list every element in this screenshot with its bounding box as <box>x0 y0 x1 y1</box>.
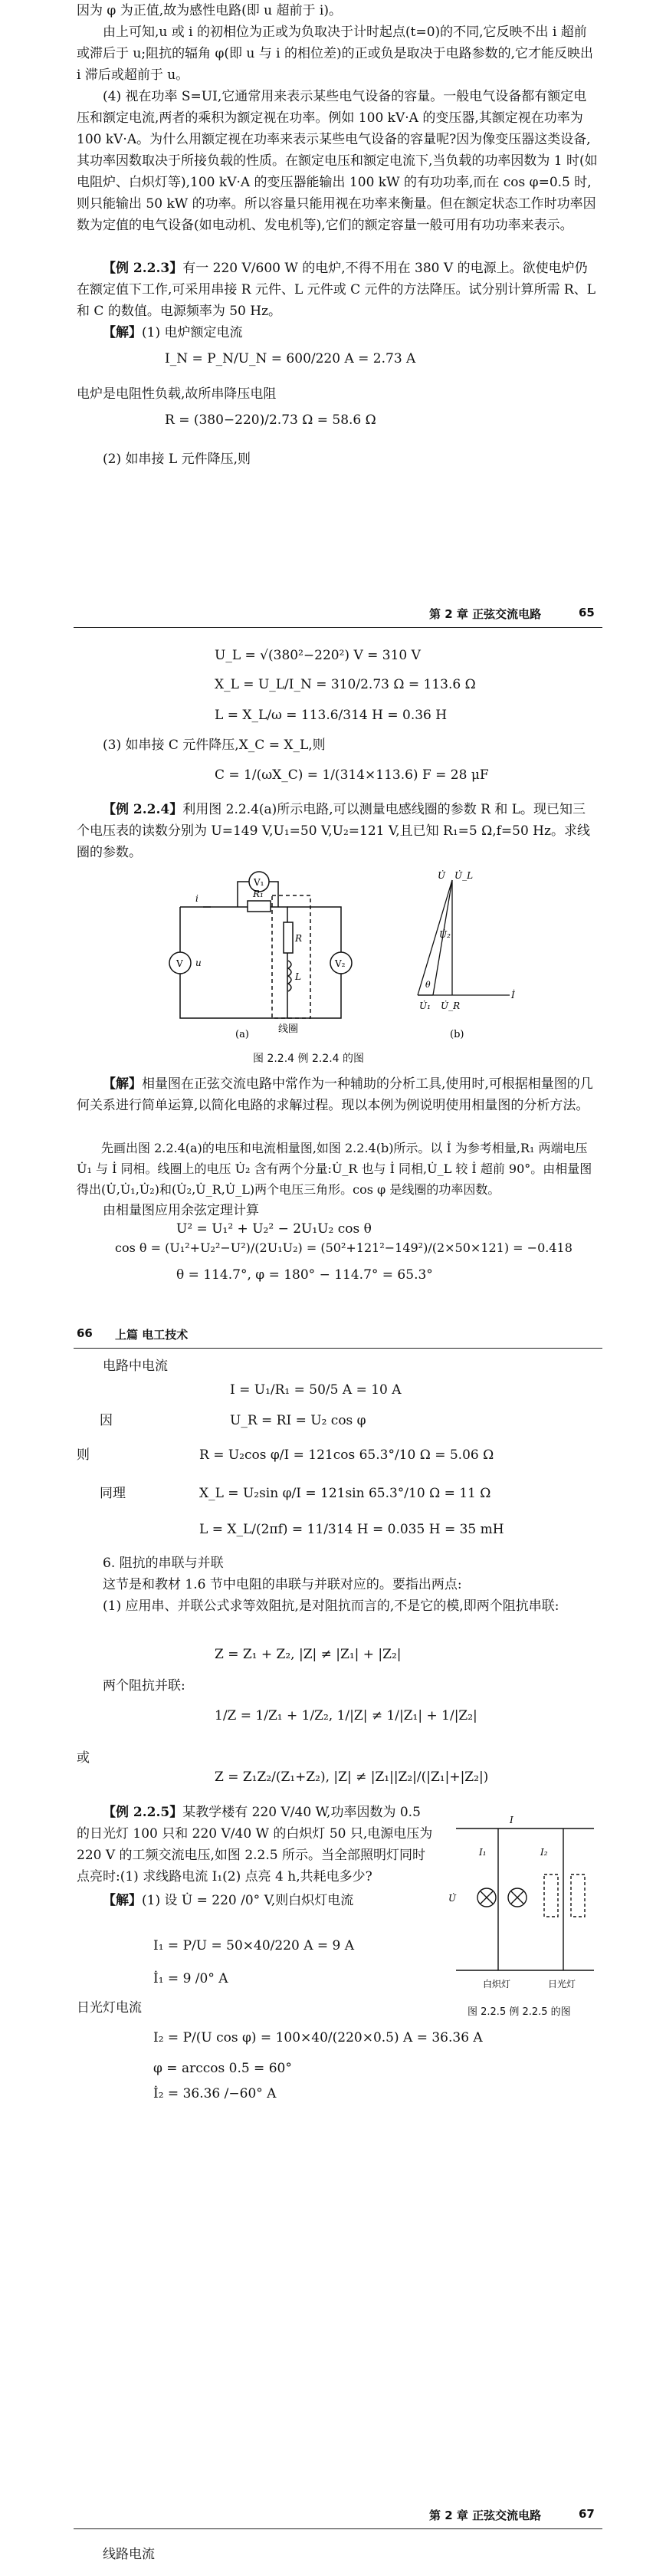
label-v2: V₂ <box>335 958 346 969</box>
para-phase: 由上可知,u 或 i 的初相位为正或为负取决于计时起点(t=0)的不同,它反映不出 i 超前或滞后于 u;阻抗的辐角 φ(即 u 与 i 的相位差)的正或负是取决于电路参数的,它才能反映出 i 滞后或超前于 u。 <box>77 25 594 83</box>
solution-step-2: (2) 如串接 L 元件降压,则 <box>103 452 251 467</box>
label-uldot: U̇_L <box>454 870 474 881</box>
page-number: 67 <box>579 2507 595 2521</box>
label-i: i <box>195 893 198 904</box>
equation-i1: I₁ = P/U = 50×40/220 A = 9 A <box>153 1938 355 1953</box>
solution-line <box>77 322 598 343</box>
line-circuit-current: 电路中电流 <box>103 1359 168 1374</box>
equation-i: I = U₁/R₁ = 50/5 A = 10 A <box>230 1382 402 1398</box>
label-l: L <box>295 971 301 982</box>
figure-caption: 图 2.2.4 例 2.2.4 的图 <box>253 1053 365 1065</box>
line-fluorescent-current: 日光灯电流 <box>77 2000 142 2016</box>
header-rule <box>74 1348 602 1349</box>
equation-cos-theta: cos θ = (U₁²+U₂²−U²)/(2U₁U₂) = (50²+121²−149²)/(2×50×121) = −0.418 <box>115 1240 572 1255</box>
equation-i1-phasor: İ₁ = 9 /0° A <box>153 1971 228 1986</box>
example-2-2-3 <box>77 258 598 322</box>
label-u2dot: U̇₂ <box>439 929 451 940</box>
incandescent-lamps <box>477 1888 527 1907</box>
page-header-chapter: 第 2 章 正弦交流电路 <box>429 2509 542 2522</box>
example-text: 利用图 2.2.4(a)所示电路,可以测量电感线圈的参数 R 和 L。现已知三个电压表的读数分别为 U=149 V,U₁=50 V,U₂=121 V,且已知 R₁=5 Ω,f=50 Hz。求线圈的参数。 <box>77 802 590 860</box>
word-because: 因 <box>100 1413 113 1428</box>
equation-ul: U_L = √(380²−220²) V = 310 V <box>215 648 421 663</box>
equation-i2: I₂ = P/(U cos φ) = 100×40/(220×0.5) A = 36.36 A <box>153 2030 483 2045</box>
equation-i2-phasor: İ₂ = 36.36 /−60° A <box>153 2086 277 2101</box>
header-rule <box>74 627 602 628</box>
coil-dashed-box <box>272 895 310 1018</box>
figure-2-2-5 <box>448 1809 602 2001</box>
example-label: 【例 2.2.3】 <box>103 261 183 276</box>
phasor-diagram-b <box>418 880 510 995</box>
label-i-total: I <box>510 1815 513 1825</box>
label-a: (a) <box>235 1029 249 1040</box>
word-similarly: 同理 <box>100 1486 126 1501</box>
solution-text: (1) 设 U̇ = 220 /0° V,则白炽灯电流 <box>142 1893 354 1908</box>
equation-xl: X_L = U₂sin φ/I = 121sin 65.3°/10 Ω = 11 Ω <box>199 1486 491 1501</box>
figure-caption: 图 2.2.5 例 2.2.5 的图 <box>468 2006 571 2018</box>
line-cosine-law: 由相量图应用余弦定理计算 <box>103 1203 259 1218</box>
page-65 <box>0 583 666 1265</box>
label-udot: U̇ <box>438 870 446 881</box>
equation-xl: X_L = U_L/I_N = 310/2.73 Ω = 113.6 Ω <box>215 677 476 692</box>
word-or: 或 <box>77 1750 90 1766</box>
equation-ur: U_R = RI = U₂ cos φ <box>230 1413 366 1428</box>
label-fluorescent: 日光灯 <box>548 1979 576 1990</box>
equation-u-squared: U² = U₁² + U₂² − 2U₁U₂ cos θ <box>176 1221 372 1237</box>
solution-label: 【解】 <box>103 1076 142 1092</box>
page-header-part: 上篇 电工技术 <box>115 1328 189 1342</box>
line-resistor: 电炉是电阻性负载,故所串降压电阻 <box>77 386 277 402</box>
page-number: 65 <box>579 606 595 619</box>
solution-text: 相量图在正弦交流电路中常作为一种辅助的分析工具,使用时,可根据相量图的几何关系进行简单运算,以简化电路的求解过程。现以本例为例说明使用相量图的分析方法。 <box>77 1076 593 1113</box>
equation-parallel-2: Z = Z₁Z₂/(Z₁+Z₂), |Z| ≠ |Z₁||Z₂|/(|Z₁|+|Z₂|) <box>215 1769 489 1785</box>
equation-c: C = 1/(ωX_C) = 1/(314×113.6) F = 28 μF <box>215 767 489 783</box>
example-text: 有一 220 V/600 W 的电炉,不得不用在 380 V 的电源上。欲使电炉仍在额定值下工作,可采用串接 R 元件、L 元件或 C 元件的方法降压。试分别计算所需 R、L 和 C 的数值。电源频率为 50 Hz。 <box>77 261 596 319</box>
top-line: 因为 φ 为正值,故为感性电路(即 u 超前于 i)。 <box>77 3 342 18</box>
equation-resistor: R = (380−220)/2.73 Ω = 58.6 Ω <box>165 412 376 428</box>
equation-r: R = U₂cos φ/I = 121cos 65.3°/10 Ω = 5.06 Ω <box>199 1447 494 1463</box>
section-6-title: 6. 阻抗的串联与并联 <box>103 1556 224 1571</box>
page-header-chapter: 第 2 章 正弦交流电路 <box>429 607 542 621</box>
label-idot: İ <box>511 990 515 1001</box>
page-67 <box>0 2507 666 2576</box>
solution-label: 【解】 <box>103 1893 142 1908</box>
line-total-current: 线路电流 <box>103 2547 155 2562</box>
example-2-2-4 <box>77 799 598 863</box>
equation-l: L = X_L/(2πf) = 11/314 H = 0.035 H = 35 mH <box>199 1522 504 1537</box>
solution-intro <box>77 1073 598 1116</box>
solution-step-1 <box>77 1890 437 1911</box>
solution-step-3: (3) 如串接 C 元件降压,X_C = X_L,则 <box>103 738 326 753</box>
word-then: 则 <box>77 1447 90 1463</box>
header-rule <box>74 2528 602 2529</box>
para-phasor: 先画出图 2.2.4(a)的电压和电流相量图,如图 2.2.4(b)所示。以 İ 为参考相量,R₁ 两端电压 U̇₁ 与 İ 同相。线圈上的电压 U̇₂ 含有两个分量:U̇_R 也与 İ 同相,U̇_L 较 İ 超前 90°。由相量图得出(U̇,U̇₁,U̇₂)和(U̇₂,U̇_R,U̇_L)两个电压三角形。cos φ 是线圈的功率因数。 <box>77 1141 592 1197</box>
equation-parallel: 1/Z = 1/Z₁ + 1/Z₂, 1/|Z| ≠ 1/|Z₁| + 1/|Z₂| <box>215 1708 477 1723</box>
example-label: 【例 2.2.4】 <box>103 802 183 817</box>
equation-phi: φ = arccos 0.5 = 60° <box>153 2061 292 2076</box>
label-r: R <box>295 933 303 944</box>
page-66 <box>0 1319 666 2522</box>
solution-label: 【解】 <box>103 325 142 340</box>
label-r1: R₁ <box>253 889 264 899</box>
label-urdot: U̇_R <box>441 1001 461 1011</box>
equation-theta: θ = 114.7°, φ = 180° − 114.7° = 65.3° <box>176 1267 433 1283</box>
fluorescent-lamps <box>544 1875 585 1917</box>
label-theta: θ <box>425 980 431 990</box>
label-coil: 线圈 <box>278 1024 299 1035</box>
section-6-text-2: (1) 应用串、并联公式求等效阻抗,是对阻抗而言的,不是它的模,即两个阻抗串联: <box>103 1598 559 1614</box>
example-label: 【例 2.2.5】 <box>103 1805 183 1820</box>
label-i1: I₁ <box>479 1847 487 1858</box>
label-b: (b) <box>450 1029 464 1040</box>
para-apparent-power: (4) 视在功率 S=UI,它通常用来表示某些电气设备的容量。一般电气设备都有额定电压和额定电流,两者的乘积为额定视在功率。例如 100 kV·A 的变压器,其额定视在功率为 100 kV·A。为什么用额定视在功率来表示某些电气设备的容量呢?因为像变压器这类设备,其功率因数取决于所接负载的性质。在额定电压和额定电流下,当负载的功率因数为 1 时(如电阻炉、白炽灯等),100 kV·A 的变压器能输出 100 kW 的有功功率,而在 cos φ=0.5 时,则只能输出 50 kW 的功率。所以容量只能用视在功率来衡量。但在额定状态工作时功率因数为定值的电气设备(如电动机、发电机等),它们的额定容量一般可用有功功率来表示。 <box>77 89 598 233</box>
page-64 <box>0 0 666 552</box>
label-i2: I₂ <box>540 1847 548 1858</box>
label-v: V <box>176 958 183 969</box>
label-incandescent: 白炽灯 <box>483 1979 511 1990</box>
equation-rated-current: I_N = P_N/U_N = 600/220 A = 2.73 A <box>165 351 416 366</box>
figure-2-2-4 <box>165 865 525 1041</box>
equation-l: L = X_L/ω = 113.6/314 H = 0.36 H <box>215 708 448 723</box>
example-2-2-5 <box>77 1802 437 1888</box>
solution-step-1: (1) 电炉额定电流 <box>142 325 243 340</box>
example-text: 某教学楼有 220 V/40 W,功率因数为 0.5 的日光灯 100 只和 220 V/40 W 的白炽灯 50 只,电源电压为 220 V 的工频交流电压,如图 2.2.5 所示。当全部照明灯同时点亮时:(1) 求线路电流 I₁(2) 点亮 4 h,共耗电多少? <box>77 1805 433 1884</box>
label-v1: V₁ <box>254 877 264 888</box>
page-number: 66 <box>77 1326 93 1340</box>
line-parallel: 两个阻抗并联: <box>103 1678 185 1694</box>
equation-series: Z = Z₁ + Z₂, |Z| ≠ |Z₁| + |Z₂| <box>215 1647 402 1662</box>
label-u1dot: U̇₁ <box>419 1001 431 1011</box>
label-u: u <box>195 958 202 968</box>
label-u: U̇ <box>448 1893 457 1904</box>
section-6-text-1: 这节是和教材 1.6 节中电阻的串联与并联对应的。要指出两点: <box>103 1577 462 1592</box>
